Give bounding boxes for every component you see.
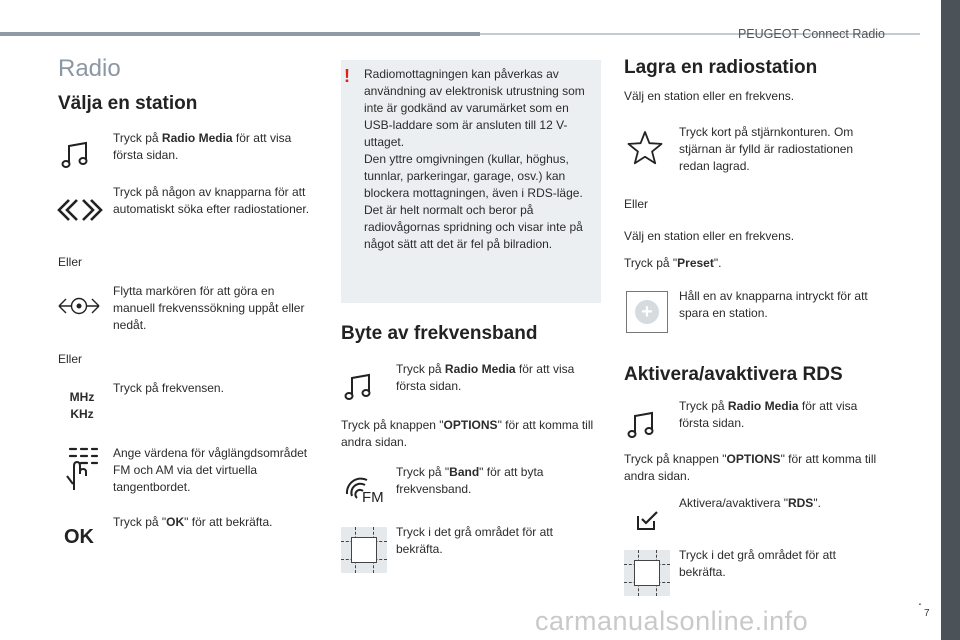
- step-hold-button: Håll en av knapparna intryckt för att spara en station.: [679, 289, 868, 320]
- manual-tune-icon: [58, 295, 100, 317]
- page-number: 7: [924, 608, 930, 619]
- gray-area-icon: [341, 527, 387, 573]
- seek-arrows-icon: [56, 197, 104, 223]
- warning-icon: !: [344, 66, 350, 86]
- music-note-icon: [626, 410, 660, 440]
- music-note-icon: [343, 372, 377, 402]
- warning-text: Radiomottagningen kan påverkas av användning av elektronisk utrustning som inte är godkänd av varumärket som en USB-laddare som är ansluten till 12 V-uttaget. Den yttre omgivningen (kullar, höghus, tunnlar, parkeringar, garage, osv.) kan blockera mottagningen, även i RDS-läge. Det är helt normalt och beror på radiovågornas spridning och visar inte på något sätt att det är fel på bilradion.: [364, 67, 585, 251]
- step-confirm-1: Tryck i det grå området för att bekräfta.: [396, 525, 553, 556]
- header-rule: [0, 32, 480, 36]
- step-band: Tryck på "Band" för att byta frekvensband.: [396, 465, 544, 496]
- preset-add-icon: +: [626, 291, 668, 333]
- step-options-1: Tryck på knappen "OPTIONS" för att komma till andra sidan.: [341, 418, 594, 449]
- mhz-label: MHz: [69, 390, 95, 404]
- step-keyboard: Ange värdena för våglängdsområdet FM och AM via det virtuella tangentbordet.: [113, 446, 308, 494]
- heading-rds: Aktivera/avaktivera RDS: [624, 364, 843, 385]
- page-dot: .: [918, 592, 922, 608]
- step-frequency: Tryck på frekvensen.: [113, 381, 224, 395]
- watermark: carmanualsonline.info: [535, 606, 809, 636]
- step-star: Tryck kort på stjärnkonturen. Om stjärnan är fylld är radiostationen redan lagrad.: [679, 125, 854, 173]
- gray-area-icon: [624, 550, 670, 596]
- step-rds-toggle: Aktivera/avaktivera "RDS".: [679, 496, 821, 510]
- step-radio-media-3: Tryck på Radio Media för att visa första sidan.: [679, 399, 858, 430]
- ok-icon: OK: [64, 526, 94, 548]
- running-header: PEUGEOT Connect Radio: [737, 27, 885, 41]
- or-text-1: Eller: [58, 255, 83, 269]
- step-options-2: Tryck på knappen "OPTIONS" för att komma till andra sidan.: [624, 452, 877, 483]
- heading-change-band: Byte av frekvensband: [341, 323, 538, 344]
- fm-label: FM: [362, 489, 384, 506]
- or-text-3: Eller: [624, 197, 649, 211]
- khz-label: KHz: [70, 407, 94, 421]
- keypad-touch-icon: [60, 446, 100, 492]
- music-note-icon: [60, 140, 94, 170]
- star-outline-icon: [626, 130, 664, 166]
- checkbox-icon: [637, 510, 659, 530]
- step-ok: Tryck på "OK" för att bekräfta.: [113, 515, 273, 529]
- intro-select-2: Välj en station eller en frekvens.: [624, 229, 795, 243]
- step-manual-tune: Flytta markören för att göra en manuell frekvenssökning uppåt eller nedåt.: [113, 284, 305, 332]
- step-radio-media-1: Tryck på Radio Media för att visa första sidan.: [113, 131, 292, 162]
- step-radio-media-2: Tryck på Radio Media för att visa första sidan.: [396, 362, 575, 393]
- or-text-2: Eller: [58, 352, 83, 366]
- step-preset: Tryck på "Preset".: [624, 256, 722, 270]
- heading-select-station: Välja en station: [58, 93, 198, 114]
- step-seek: Tryck på någon av knapparna för att automatiskt söka efter radiostationer.: [113, 185, 310, 216]
- heading-save-station: Lagra en radiostation: [624, 57, 818, 78]
- section-title: Radio: [58, 55, 121, 82]
- fm-band-icon: [343, 474, 389, 508]
- page-edge-bar: [941, 0, 960, 640]
- intro-select-1: Välj en station eller en frekvens.: [624, 89, 795, 103]
- mhz-khz-icon: [66, 389, 98, 423]
- step-confirm-2: Tryck i det grå området för att bekräfta.: [679, 548, 836, 579]
